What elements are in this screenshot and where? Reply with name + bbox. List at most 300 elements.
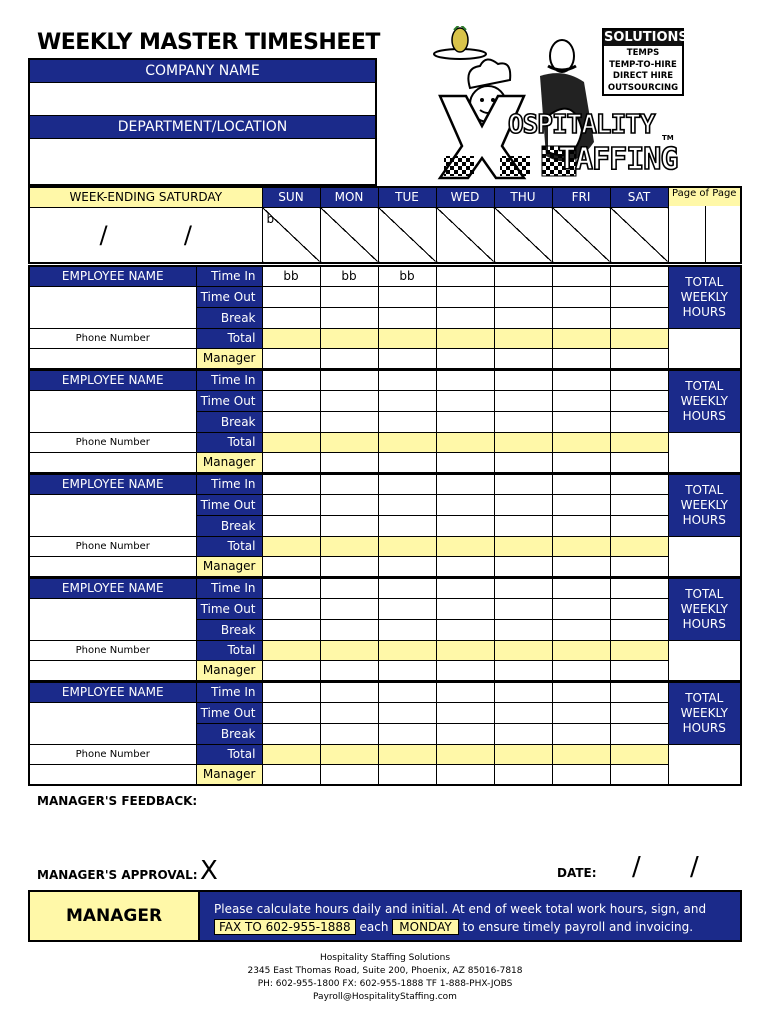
- cell-time-out[interactable]: [494, 702, 552, 723]
- cell-manager[interactable]: [610, 348, 668, 369]
- employee-name-header: EMPLOYEE NAME: [29, 578, 196, 598]
- day-tue: TUE: [378, 187, 436, 207]
- cell-time-in[interactable]: [436, 266, 494, 286]
- cell-time-out[interactable]: [552, 598, 610, 619]
- employee-block: [28, 473, 742, 578]
- cell-time-in[interactable]: [552, 682, 610, 702]
- employee-name-field[interactable]: [29, 286, 196, 328]
- date-wed[interactable]: [436, 207, 494, 263]
- cell-time-in[interactable]: [262, 578, 320, 598]
- cell-break[interactable]: [610, 619, 668, 640]
- employee-block: [28, 577, 742, 682]
- row-label-time-in: Time In: [196, 370, 262, 390]
- total-weekly-hours-label: TOTAL WEEKLY HOURS: [668, 370, 741, 432]
- approval-label: MANAGER'S APPROVAL:: [37, 868, 198, 882]
- service-direct-hire: DIRECT HIRE: [612, 71, 674, 81]
- total-weekly-hours-field[interactable]: [668, 744, 741, 785]
- cell-time-in[interactable]: [320, 578, 378, 598]
- cell-time-in[interactable]: [610, 578, 668, 598]
- cell-time-out[interactable]: [552, 286, 610, 307]
- cell-total[interactable]: [552, 328, 610, 348]
- cell-manager[interactable]: [610, 660, 668, 681]
- cell-manager[interactable]: [494, 660, 552, 681]
- feedback-field[interactable]: [190, 790, 740, 850]
- cell-total[interactable]: [610, 536, 668, 556]
- phone-number-label: Phone Number: [75, 748, 150, 760]
- service-outsourcing: OUTSOURCING: [607, 82, 679, 93]
- week-header-table: [28, 186, 742, 264]
- cell-break[interactable]: [436, 411, 494, 432]
- day-thu: THU: [494, 187, 552, 207]
- employee-extra-field[interactable]: [29, 452, 196, 473]
- cell-time-in[interactable]: [552, 474, 610, 494]
- page-of-page[interactable]: [668, 187, 741, 263]
- cell-total[interactable]: [436, 536, 494, 556]
- date-fri[interactable]: [552, 207, 610, 263]
- cell-manager[interactable]: [436, 348, 494, 369]
- row-label-time-out: Time Out: [196, 494, 262, 515]
- cell-time-in[interactable]: [320, 474, 378, 494]
- cell-time-in[interactable]: [494, 682, 552, 702]
- cell-break[interactable]: [494, 411, 552, 432]
- cell-total[interactable]: [436, 432, 494, 452]
- phone-number-label: Phone Number: [75, 436, 150, 448]
- page-of-page-label: Page of Page: [672, 188, 737, 199]
- cell-manager[interactable]: [262, 452, 320, 473]
- footer-phone: PH: 602-955-1800 FX: 602-955-1888 TF 1-888-PHX-JOBS: [257, 979, 513, 989]
- cell-time-in[interactable]: [262, 474, 320, 494]
- cell-total[interactable]: [378, 640, 436, 660]
- brand-line-2: TAFFING: [558, 142, 678, 177]
- cell-break[interactable]: [262, 411, 320, 432]
- cell-break[interactable]: [494, 307, 552, 328]
- phone-number-field[interactable]: [29, 536, 196, 556]
- cell-time-in[interactable]: [436, 474, 494, 494]
- total-weekly-hours-field[interactable]: [668, 432, 741, 473]
- employee-name-field[interactable]: [29, 494, 196, 536]
- row-label-time-out: Time Out: [196, 598, 262, 619]
- cell-total[interactable]: [552, 640, 610, 660]
- cell-time-out[interactable]: [494, 598, 552, 619]
- instruction-each: each: [359, 920, 389, 934]
- phone-number-field[interactable]: [29, 328, 196, 348]
- cell-total[interactable]: [610, 328, 668, 348]
- total-weekly-hours-field[interactable]: [668, 536, 741, 577]
- day-fri: FRI: [552, 187, 610, 207]
- cell-time-in[interactable]: [378, 578, 436, 598]
- employee-name-field[interactable]: [29, 598, 196, 640]
- cell-break[interactable]: [262, 307, 320, 328]
- cell-break[interactable]: [436, 307, 494, 328]
- date-sat[interactable]: [610, 207, 668, 263]
- day-wed: WED: [436, 187, 494, 207]
- total-weekly-hours-label: TOTAL WEEKLY HOURS: [668, 682, 741, 744]
- date-sun[interactable]: [262, 207, 320, 263]
- cell-break[interactable]: [610, 411, 668, 432]
- row-label-break: Break: [196, 307, 262, 328]
- employee-name-header: EMPLOYEE NAME: [29, 474, 196, 494]
- cell-total[interactable]: [320, 744, 378, 764]
- cell-break[interactable]: [436, 723, 494, 744]
- row-label-total: Total: [196, 640, 262, 660]
- total-weekly-hours-label: TOTAL WEEKLY HOURS: [668, 578, 741, 640]
- company-name-header: COMPANY NAME: [28, 60, 377, 82]
- cell-break[interactable]: [378, 515, 436, 536]
- row-label-time-in: Time In: [196, 474, 262, 494]
- cell-total[interactable]: [320, 640, 378, 660]
- row-label-total: Total: [196, 744, 262, 764]
- row-label-manager: Manager: [196, 556, 262, 577]
- cell-manager[interactable]: [378, 556, 436, 577]
- row-label-break: Break: [196, 619, 262, 640]
- cell-total[interactable]: [610, 744, 668, 764]
- cell-time-out[interactable]: [610, 286, 668, 307]
- cell-time-out[interactable]: [552, 702, 610, 723]
- manager-box-label: MANAGER: [30, 892, 200, 940]
- employee-name-header: EMPLOYEE NAME: [29, 370, 196, 390]
- footer-address: 2345 East Thomas Road, Suite 200, Phoenix, AZ 85016-7818: [247, 966, 523, 976]
- cell-total[interactable]: [552, 744, 610, 764]
- cell-manager[interactable]: [378, 764, 436, 785]
- date-label: DATE:: [557, 866, 597, 880]
- row-label-time-out: Time Out: [196, 702, 262, 723]
- cell-manager[interactable]: [552, 764, 610, 785]
- solutions-badge: [602, 28, 688, 96]
- cell-time-out[interactable]: [436, 390, 494, 411]
- cell-break[interactable]: [320, 723, 378, 744]
- cell-manager[interactable]: [320, 452, 378, 473]
- cell-time-in[interactable]: [610, 370, 668, 390]
- instruction-line-1: Please calculate hours daily and initial. At end of week total work hours, sign, and: [214, 902, 707, 916]
- date-thu[interactable]: [494, 207, 552, 263]
- cell-total[interactable]: [378, 536, 436, 556]
- phone-number-field[interactable]: [29, 744, 196, 764]
- cell-manager[interactable]: [610, 764, 668, 785]
- cell-break[interactable]: [610, 307, 668, 328]
- cell-time-out[interactable]: [262, 494, 320, 515]
- cell-break[interactable]: [262, 723, 320, 744]
- cell-manager[interactable]: [494, 764, 552, 785]
- cell-break[interactable]: [320, 307, 378, 328]
- cell-total[interactable]: [494, 432, 552, 452]
- department-field[interactable]: [28, 138, 377, 186]
- cell-time-in[interactable]: [610, 474, 668, 494]
- phone-number-label: Phone Number: [75, 644, 150, 656]
- cell-total[interactable]: [436, 328, 494, 348]
- cell-total[interactable]: [320, 432, 378, 452]
- cell-time-in[interactable]: [610, 266, 668, 286]
- row-label-total: Total: [196, 432, 262, 452]
- week-ending-slashes: / /: [99, 220, 192, 249]
- cell-time-in[interactable]: [378, 266, 436, 286]
- cell-time-in[interactable]: [320, 266, 378, 286]
- cell-manager[interactable]: [320, 764, 378, 785]
- cell-time-out[interactable]: [436, 494, 494, 515]
- cell-break[interactable]: [378, 723, 436, 744]
- cell-time-in[interactable]: [436, 370, 494, 390]
- cell-time-out[interactable]: [552, 390, 610, 411]
- cell-time-out[interactable]: [610, 494, 668, 515]
- cell-manager[interactable]: [552, 660, 610, 681]
- cell-total[interactable]: [436, 640, 494, 660]
- row-label-manager: Manager: [196, 452, 262, 473]
- brand-line-1: OSPITALITY: [508, 110, 655, 140]
- cell-break[interactable]: [320, 619, 378, 640]
- row-label-break: Break: [196, 515, 262, 536]
- cell-time-out[interactable]: [262, 702, 320, 723]
- cell-time-out[interactable]: [494, 286, 552, 307]
- approval-date-slash-2: /: [690, 852, 699, 882]
- cell-manager[interactable]: [494, 452, 552, 473]
- cell-total[interactable]: [262, 744, 320, 764]
- cell-manager[interactable]: [320, 348, 378, 369]
- cell-time-out[interactable]: [378, 494, 436, 515]
- cell-time-out[interactable]: [436, 286, 494, 307]
- phone-number-field[interactable]: [29, 640, 196, 660]
- total-weekly-hours-field[interactable]: [668, 328, 741, 369]
- cell-time-in[interactable]: [436, 682, 494, 702]
- cell-time-out[interactable]: [320, 286, 378, 307]
- cell-time-out[interactable]: [320, 702, 378, 723]
- page-title: WEEKLY MASTER TIMESHEET: [37, 30, 380, 55]
- cell-break[interactable]: [262, 619, 320, 640]
- cell-time-out[interactable]: [610, 702, 668, 723]
- employee-block: [28, 265, 742, 370]
- cell-total[interactable]: [610, 432, 668, 452]
- employee-name-header: EMPLOYEE NAME: [29, 266, 196, 286]
- row-label-total: Total: [196, 536, 262, 556]
- cell-time-out[interactable]: [320, 494, 378, 515]
- total-weekly-hours-field[interactable]: [668, 640, 741, 681]
- cell-break[interactable]: [552, 411, 610, 432]
- cell-time-out[interactable]: [262, 286, 320, 307]
- cell-total[interactable]: [262, 640, 320, 660]
- cell-break[interactable]: [552, 723, 610, 744]
- cell-break[interactable]: [552, 307, 610, 328]
- employee-extra-field[interactable]: [29, 660, 196, 681]
- row-label-time-in: Time In: [196, 578, 262, 598]
- day-sun: SUN: [262, 187, 320, 207]
- cell-manager[interactable]: [610, 556, 668, 577]
- row-label-total: Total: [196, 328, 262, 348]
- cell-time-out[interactable]: [494, 494, 552, 515]
- week-ending-label: WEEK-ENDING SATURDAY: [29, 187, 262, 207]
- trademark: TM: [662, 134, 674, 142]
- manager-instruction-box: [28, 890, 742, 942]
- cell-total[interactable]: [494, 536, 552, 556]
- cell-total[interactable]: [494, 744, 552, 764]
- cell-time-out[interactable]: [552, 494, 610, 515]
- cell-total[interactable]: [494, 328, 552, 348]
- cell-total[interactable]: [320, 536, 378, 556]
- cell-total[interactable]: [378, 744, 436, 764]
- cell-break[interactable]: [436, 619, 494, 640]
- cell-manager[interactable]: [552, 452, 610, 473]
- cell-manager[interactable]: [436, 764, 494, 785]
- hospitality-staffing-logo: [430, 26, 688, 186]
- cell-time-out[interactable]: [320, 598, 378, 619]
- instruction-line-2: [214, 918, 732, 936]
- cell-manager[interactable]: [436, 452, 494, 473]
- cell-time-out[interactable]: [378, 702, 436, 723]
- footer-company: Hospitality Staffing Solutions: [319, 953, 451, 963]
- cell-time-out[interactable]: [378, 598, 436, 619]
- cell-break[interactable]: [610, 723, 668, 744]
- cell-manager[interactable]: [320, 556, 378, 577]
- entry-text: bb: [283, 269, 299, 284]
- cell-manager[interactable]: [494, 348, 552, 369]
- employee-name-field[interactable]: [29, 702, 196, 744]
- employee-extra-field[interactable]: [29, 348, 196, 369]
- footer: [0, 952, 770, 1004]
- fax-number[interactable]: FAX TO 602-955-1888: [214, 919, 356, 935]
- feedback-label: MANAGER'S FEEDBACK:: [37, 794, 198, 808]
- approval-signature[interactable]: [225, 858, 525, 884]
- cell-time-in[interactable]: [262, 370, 320, 390]
- cell-time-out[interactable]: [610, 598, 668, 619]
- entry-text: bb: [399, 269, 415, 284]
- row-label-time-in: Time In: [196, 266, 262, 286]
- cell-total[interactable]: [610, 640, 668, 660]
- cell-total[interactable]: [552, 536, 610, 556]
- cell-time-out[interactable]: [436, 598, 494, 619]
- cell-time-in[interactable]: [378, 370, 436, 390]
- day-mon: MON: [320, 187, 378, 207]
- row-label-time-out: Time Out: [196, 390, 262, 411]
- cell-break[interactable]: [436, 515, 494, 536]
- date-tue[interactable]: [378, 207, 436, 263]
- cell-manager[interactable]: [262, 556, 320, 577]
- cell-break[interactable]: [262, 515, 320, 536]
- cell-manager[interactable]: [320, 660, 378, 681]
- cell-time-in[interactable]: [320, 682, 378, 702]
- cell-break[interactable]: [552, 515, 610, 536]
- cell-time-in[interactable]: [610, 682, 668, 702]
- cell-manager[interactable]: [610, 452, 668, 473]
- cell-manager[interactable]: [378, 452, 436, 473]
- cell-time-in[interactable]: [320, 370, 378, 390]
- employee-block: [28, 369, 742, 474]
- cell-time-out[interactable]: [262, 390, 320, 411]
- row-label-time-in: Time In: [196, 682, 262, 702]
- employee-extra-field[interactable]: [29, 556, 196, 577]
- cell-total[interactable]: [320, 328, 378, 348]
- approval-date-slash-1: /: [632, 852, 641, 882]
- row-label-manager: Manager: [196, 660, 262, 681]
- cell-break[interactable]: [320, 515, 378, 536]
- cell-time-out[interactable]: [320, 390, 378, 411]
- service-temp-to-hire: TEMP-TO-HIRE: [609, 59, 677, 70]
- cell-time-out[interactable]: [610, 390, 668, 411]
- cell-break[interactable]: [378, 411, 436, 432]
- cell-time-in[interactable]: [262, 682, 320, 702]
- cell-manager[interactable]: [262, 764, 320, 785]
- cell-total[interactable]: [378, 328, 436, 348]
- cell-time-out[interactable]: [494, 390, 552, 411]
- cell-time-in[interactable]: [494, 578, 552, 598]
- cell-manager[interactable]: [552, 348, 610, 369]
- cell-total[interactable]: [378, 432, 436, 452]
- cell-manager[interactable]: [436, 556, 494, 577]
- date-mon[interactable]: [320, 207, 378, 263]
- row-label-break: Break: [196, 723, 262, 744]
- cell-manager[interactable]: [436, 660, 494, 681]
- employee-block: [28, 681, 742, 786]
- footer-email[interactable]: Payroll@HospitalityStaffing.com: [313, 992, 457, 1002]
- company-name-field[interactable]: [28, 82, 377, 116]
- total-weekly-hours-label: TOTAL WEEKLY HOURS: [668, 474, 741, 536]
- service-temps: TEMPS: [626, 48, 660, 58]
- employee-name-header: EMPLOYEE NAME: [29, 682, 196, 702]
- row-label-time-out: Time Out: [196, 286, 262, 307]
- cell-time-in[interactable]: [378, 474, 436, 494]
- cell-time-in[interactable]: [552, 266, 610, 286]
- cell-time-out[interactable]: [262, 598, 320, 619]
- cell-break[interactable]: [378, 307, 436, 328]
- phone-number-label: Phone Number: [75, 540, 150, 552]
- cell-manager[interactable]: [378, 660, 436, 681]
- cell-time-out[interactable]: [436, 702, 494, 723]
- phone-number-label: Phone Number: [75, 332, 150, 344]
- cell-break[interactable]: [320, 411, 378, 432]
- cell-break[interactable]: [494, 515, 552, 536]
- cell-time-in[interactable]: [436, 578, 494, 598]
- cell-time-out[interactable]: [378, 286, 436, 307]
- cell-time-out[interactable]: [378, 390, 436, 411]
- cell-time-in[interactable]: [552, 370, 610, 390]
- total-weekly-hours-label: TOTAL WEEKLY HOURS: [668, 266, 741, 328]
- monday-pill: MONDAY: [392, 919, 458, 935]
- cell-time-in[interactable]: [378, 682, 436, 702]
- cell-time-in[interactable]: [494, 370, 552, 390]
- cell-time-in[interactable]: [494, 266, 552, 286]
- employee-extra-field[interactable]: [29, 764, 196, 785]
- cell-manager[interactable]: [494, 556, 552, 577]
- cell-break[interactable]: [494, 619, 552, 640]
- cell-total[interactable]: [494, 640, 552, 660]
- day-sat: SAT: [610, 187, 668, 207]
- cell-break[interactable]: [610, 515, 668, 536]
- cell-total[interactable]: [262, 536, 320, 556]
- row-label-break: Break: [196, 411, 262, 432]
- cell-break[interactable]: [552, 619, 610, 640]
- cell-time-in[interactable]: [262, 266, 320, 286]
- instruction-end: to ensure timely payroll and invoicing.: [462, 920, 694, 934]
- cell-time-in[interactable]: [552, 578, 610, 598]
- cell-manager[interactable]: [552, 556, 610, 577]
- cell-break[interactable]: [494, 723, 552, 744]
- cell-total[interactable]: [262, 432, 320, 452]
- week-ending-date[interactable]: [29, 207, 262, 263]
- department-header: DEPARTMENT/LOCATION: [28, 116, 377, 138]
- cell-total[interactable]: [552, 432, 610, 452]
- cell-time-in[interactable]: [494, 474, 552, 494]
- cell-break[interactable]: [378, 619, 436, 640]
- phone-number-field[interactable]: [29, 432, 196, 452]
- approval-x: X: [200, 856, 218, 886]
- row-label-manager: Manager: [196, 764, 262, 785]
- sun-note: b: [266, 211, 275, 226]
- cell-total[interactable]: [262, 328, 320, 348]
- row-label-manager: Manager: [196, 348, 262, 369]
- cell-manager[interactable]: [378, 348, 436, 369]
- employee-name-field[interactable]: [29, 390, 196, 432]
- cell-manager[interactable]: [262, 660, 320, 681]
- cell-total[interactable]: [436, 744, 494, 764]
- solutions-label: SOLUTIONS: [604, 30, 688, 45]
- entry-text: bb: [341, 269, 357, 284]
- cell-manager[interactable]: [262, 348, 320, 369]
